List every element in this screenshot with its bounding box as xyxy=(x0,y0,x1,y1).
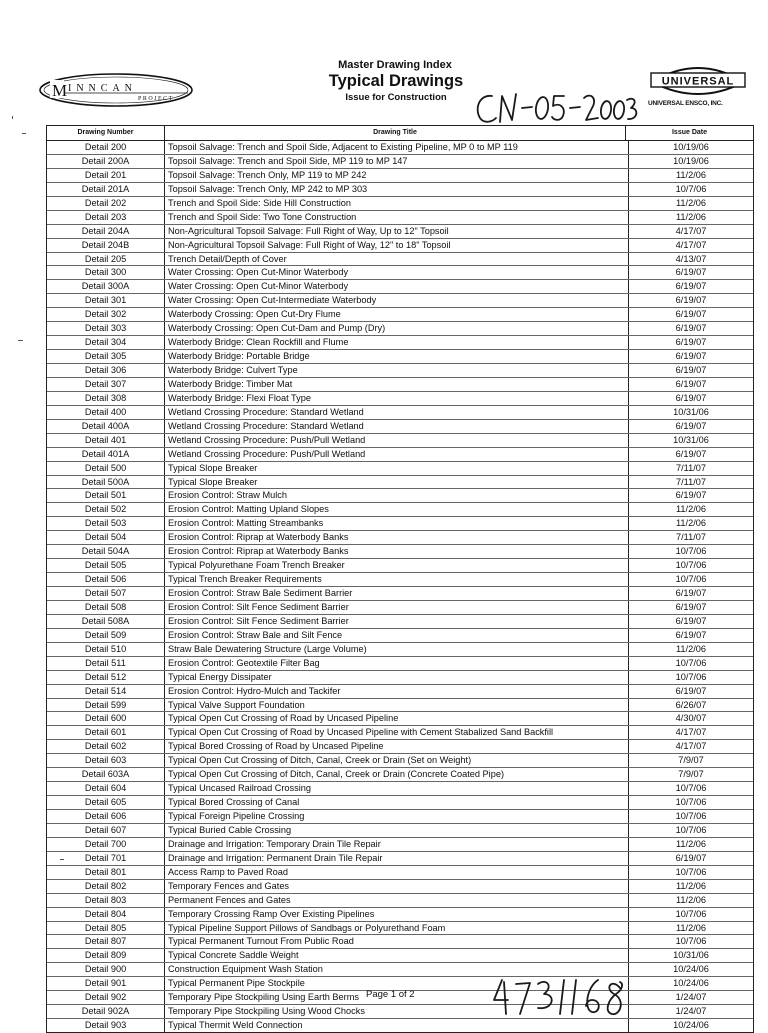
drawing-title-cell: Typical Bored Crossing of Road by Uncased Pipeline xyxy=(165,740,629,753)
drawing-number-cell: Detail 603 xyxy=(47,754,165,767)
drawing-number-cell: Detail 507 xyxy=(47,587,165,600)
drawing-title-cell: Erosion Control: Riprap at Waterbody Banks xyxy=(165,545,629,558)
issue-date-cell: 10/7/06 xyxy=(675,671,707,682)
issue-date-cell: 6/19/07 xyxy=(675,323,707,334)
issue-date-cell: 11/2/06 xyxy=(676,169,706,180)
drawing-title-cell: Typical Buried Cable Crossing xyxy=(165,824,629,837)
table-row xyxy=(47,448,753,462)
table-row xyxy=(47,211,753,225)
issue-date-cell: 7/11/07 xyxy=(676,532,706,543)
drawing-title-cell: Waterbody Bridge: Culvert Type xyxy=(165,364,629,377)
issue-date-cell: 6/19/07 xyxy=(675,378,707,389)
table-row xyxy=(47,476,753,490)
table-row xyxy=(47,949,753,963)
issue-date-cell: 11/2/06 xyxy=(676,197,706,208)
issue-date-cell: 10/7/06 xyxy=(675,811,707,821)
table-row xyxy=(47,866,753,880)
drawing-title-cell: Waterbody Bridge: Clean Rockfill and Flume xyxy=(165,336,629,349)
drawing-title-cell: Typical Open Cut Crossing of Road by Uncased Pipeline with Cement Stabalized Sand Backfill xyxy=(165,726,629,739)
table-row xyxy=(47,908,753,922)
issue-date-cell: 7/11/07 xyxy=(676,462,706,473)
drawing-number-cell: Detail 901 xyxy=(47,977,165,990)
issue-date-cell: 10/19/06 xyxy=(673,155,709,166)
drawing-title-cell: Erosion Control: Silt Fence Sediment Barrier xyxy=(165,601,629,614)
drawing-number-cell: Detail 401A xyxy=(47,448,165,461)
table-row xyxy=(47,517,753,531)
issue-date-cell: 6/19/07 xyxy=(675,351,707,362)
issue-date-cell: 10/7/06 xyxy=(675,657,707,668)
issue-date-cell: 11/2/06 xyxy=(676,643,706,654)
table-row xyxy=(47,364,753,378)
issue-date-cell: 10/24/06 xyxy=(673,964,709,975)
drawing-number-cell: Detail 504 xyxy=(47,531,165,544)
issue-date-cell: 10/7/06 xyxy=(675,574,707,585)
drawing-number-cell: Detail 809 xyxy=(47,949,165,962)
drawing-number-cell: Detail 500 xyxy=(47,462,165,475)
drawing-title-cell: Non-Agricultural Topsoil Salvage: Full Right of Way, 12" to 18" Topsoil xyxy=(165,239,629,252)
drawing-number-cell: Detail 200A xyxy=(47,155,165,168)
drawing-number-cell: Detail 512 xyxy=(47,671,165,684)
scan-mark xyxy=(12,116,13,119)
drawing-number-cell: Detail 510 xyxy=(47,643,165,656)
issue-date-cell: 11/2/06 xyxy=(676,880,706,891)
universal-caption: UNIVERSAL ENSCO, INC. xyxy=(648,100,723,107)
issue-date-cell: 10/31/06 xyxy=(673,434,709,445)
drawing-title-cell: Waterbody Crossing: Open Cut-Dam and Pump (Dry) xyxy=(165,322,629,335)
drawing-title-cell: Topsoil Salvage: Trench and Spoil Side, MP 119 to MP 147 xyxy=(165,155,629,168)
issue-date-cell: 7/9/07 xyxy=(678,755,704,766)
drawing-title-cell: Typical Polyurethane Foam Trench Breaker xyxy=(165,559,629,572)
drawing-number-cell: Detail 508A xyxy=(47,615,165,628)
drawing-title-cell: Trench and Spoil Side: Two Tone Construction xyxy=(165,211,629,224)
drawing-title-cell: Erosion Control: Straw Bale and Silt Fence xyxy=(165,629,629,642)
drawing-title-cell: Permanent Fences and Gates xyxy=(165,894,629,907)
drawing-number-cell: Detail 400 xyxy=(47,406,165,419)
drawing-title-cell: Typical Energy Dissipater xyxy=(165,671,629,684)
table-row xyxy=(47,169,753,183)
drawing-number-cell: Detail 903 xyxy=(47,1019,165,1032)
drawing-title-cell: Temporary Fences and Gates xyxy=(165,880,629,893)
drawing-number-cell: Detail 605 xyxy=(47,796,165,809)
drawing-number-cell: Detail 801 xyxy=(47,866,165,879)
table-row xyxy=(47,545,753,559)
drawing-title-cell: Typical Pipeline Support Pillows of Sandbags or Polyurethand Foam xyxy=(165,922,629,935)
drawing-title-cell: Typical Valve Support Foundation xyxy=(165,699,629,712)
drawing-number-cell: Detail 509 xyxy=(47,629,165,642)
issue-date-cell: 6/19/07 xyxy=(675,267,707,278)
table-row xyxy=(47,239,753,253)
drawing-title-cell: Water Crossing: Open Cut-Minor Waterbody xyxy=(165,280,629,293)
issue-date-cell: 6/19/07 xyxy=(675,392,707,403)
table-row xyxy=(47,810,753,824)
universal-wordmark: UNIVERSAL xyxy=(661,75,735,88)
table-row xyxy=(47,350,753,364)
drawing-title-cell: Typical Permanent Turnout From Public Road xyxy=(165,935,629,948)
drawing-title-cell: Waterbody Bridge: Flexi Float Type xyxy=(165,392,629,405)
issue-date-cell: 11/2/06 xyxy=(676,922,706,933)
issue-date-cell: 1/24/07 xyxy=(675,992,707,1003)
table-row xyxy=(47,768,753,782)
drawing-number-cell: Detail 506 xyxy=(47,573,165,586)
drawing-number-cell: Detail 607 xyxy=(47,824,165,837)
drawing-number-cell: Detail 700 xyxy=(47,838,165,851)
drawing-title-cell: Typical Open Cut Crossing of Road by Uncased Pipeline xyxy=(165,712,629,725)
issue-label: Issue for Construction xyxy=(345,92,447,103)
issue-date-cell: 4/17/07 xyxy=(675,239,707,250)
table-row xyxy=(47,392,753,406)
drawing-title-cell: Wetland Crossing Procedure: Push/Pull Wetland xyxy=(165,434,629,447)
issue-date-cell: 10/24/06 xyxy=(673,978,709,989)
drawing-number-cell: Detail 602 xyxy=(47,740,165,753)
table-row xyxy=(47,308,753,322)
table-row xyxy=(47,922,753,936)
issue-date-cell: 10/19/06 xyxy=(673,142,709,152)
drawing-title-cell: Erosion Control: Hydro-Mulch and Tackifer xyxy=(165,685,629,698)
issue-date-cell: 11/2/06 xyxy=(676,518,706,529)
table-row xyxy=(47,671,753,685)
table-row xyxy=(47,489,753,503)
drawing-number-cell: Detail 701 xyxy=(47,852,165,865)
table-row xyxy=(47,935,753,949)
issue-date-cell: 10/7/06 xyxy=(675,797,707,808)
drawing-title-cell: Temporary Pipe Stockpiling Using Wood Chocks xyxy=(165,1005,629,1018)
drawing-title-cell: Temporary Pipe Stockpiling Using Earth Berms xyxy=(165,991,629,1004)
drawing-title-cell: Typical Foreign Pipeline Crossing xyxy=(165,810,629,823)
drawing-number-cell: Detail 803 xyxy=(47,894,165,907)
issue-date-cell: 4/13/07 xyxy=(675,253,707,264)
drawing-title-cell: Wetland Crossing Procedure: Standard Wetland xyxy=(165,406,629,419)
drawing-title-cell: Erosion Control: Matting Streambanks xyxy=(165,517,629,530)
issue-date-cell: 11/2/06 xyxy=(676,838,706,849)
table-row xyxy=(47,615,753,629)
issue-date-cell: 11/2/06 xyxy=(676,894,706,905)
drawing-number-cell: Detail 306 xyxy=(47,364,165,377)
issue-date-cell: 7/9/07 xyxy=(678,769,704,780)
minncan-project-logo xyxy=(38,70,198,120)
drawing-title-cell: Waterbody Bridge: Portable Bridge xyxy=(165,350,629,363)
issue-date-cell: 6/19/07 xyxy=(675,852,707,863)
issue-date-cell: 11/2/06 xyxy=(676,211,706,222)
scan-mark xyxy=(22,133,26,134)
table-row xyxy=(47,838,753,852)
drawing-number-cell: Detail 804 xyxy=(47,908,165,921)
table-row xyxy=(47,601,753,615)
drawing-number-cell: Detail 802 xyxy=(47,880,165,893)
table-row xyxy=(47,643,753,657)
drawing-number-cell: Detail 505 xyxy=(47,559,165,572)
drawing-number-cell: Detail 500A xyxy=(47,476,165,489)
drawing-number-cell: Detail 902A xyxy=(47,1005,165,1018)
drawing-title-cell: Typical Slope Breaker xyxy=(165,476,629,489)
drawing-number-cell: Detail 600 xyxy=(47,712,165,725)
table-row xyxy=(47,754,753,768)
scan-mark xyxy=(18,340,23,341)
drawing-number-cell: Detail 902 xyxy=(47,991,165,1004)
table-row xyxy=(47,852,753,866)
drawing-title-cell: Waterbody Bridge: Timber Mat xyxy=(165,378,629,391)
drawing-title-cell: Erosion Control: Silt Fence Sediment Barrier xyxy=(165,615,629,628)
drawing-title-cell: Drainage and Irrigation: Permanent Drain Tile Repair xyxy=(165,852,629,865)
drawing-title-cell: Trench and Spoil Side: Side Hill Construction xyxy=(165,197,629,210)
table-row xyxy=(47,587,753,601)
issue-date-cell: 6/19/07 xyxy=(675,365,707,375)
table-row xyxy=(47,503,753,517)
issue-date-cell: 10/7/06 xyxy=(675,824,707,835)
drawing-title-cell: Wetland Crossing Procedure: Standard Wetland xyxy=(165,420,629,433)
drawing-title-cell: Typical Concrete Saddle Weight xyxy=(165,949,629,962)
drawing-number-cell: Detail 401 xyxy=(47,434,165,447)
issue-date-cell: 10/7/06 xyxy=(675,866,707,877)
drawing-number-cell: Detail 201 xyxy=(47,169,165,182)
universal-logo xyxy=(648,60,748,110)
drawing-title-cell: Typical Thermit Weld Connection xyxy=(165,1019,629,1032)
issue-date-cell: 1/24/07 xyxy=(675,1006,707,1017)
drawing-number-cell: Detail 400A xyxy=(47,420,165,433)
drawing-title-cell: Typical Open Cut Crossing of Ditch, Canal, Creek or Drain (Set on Weight) xyxy=(165,754,629,767)
svg-text:INNCAN: INNCAN xyxy=(68,83,137,94)
table-row xyxy=(47,573,753,587)
issue-date-cell: 11/2/06 xyxy=(676,504,706,515)
drawing-number-cell: Detail 501 xyxy=(47,489,165,502)
drawing-title-cell: Typical Slope Breaker xyxy=(165,462,629,475)
table-row xyxy=(47,266,753,280)
table-row xyxy=(47,531,753,545)
drawing-number-cell: Detail 601 xyxy=(47,726,165,739)
drawing-number-cell: Detail 511 xyxy=(47,657,165,670)
table-row xyxy=(47,740,753,754)
issue-date-cell: 6/19/07 xyxy=(675,615,707,626)
drawing-title-cell: Wetland Crossing Procedure: Push/Pull Wetland xyxy=(165,448,629,461)
table-row xyxy=(47,280,753,294)
svg-text:PROJECT: PROJECT xyxy=(138,96,174,102)
issue-date-cell: 4/30/07 xyxy=(675,713,707,724)
table-row xyxy=(47,420,753,434)
issue-date-cell: 10/31/06 xyxy=(673,406,709,417)
drawing-title-cell: Water Crossing: Open Cut-Minor Waterbody xyxy=(165,266,629,279)
issue-date-cell: 6/19/07 xyxy=(675,420,707,431)
index-label: Master Drawing Index xyxy=(338,59,452,71)
issue-date-cell: 10/7/06 xyxy=(675,936,707,947)
handwritten-cn-note xyxy=(470,86,640,130)
drawing-title-cell: Waterbody Crossing: Open Cut-Dry Flume xyxy=(165,308,629,321)
table-body xyxy=(47,141,753,1032)
page-number: Page 1 of 2 xyxy=(366,989,415,1000)
drawing-title-cell: Access Ramp to Paved Road xyxy=(165,866,629,879)
table-row xyxy=(47,1019,753,1032)
drawing-number-cell: Detail 508 xyxy=(47,601,165,614)
drawing-title-cell: Straw Bale Dewatering Structure (Large Volume) xyxy=(165,643,629,656)
issue-date-cell: 6/19/07 xyxy=(675,448,707,459)
column-header-drawing-title: Drawing Title xyxy=(165,126,626,140)
handwritten-number-graphic xyxy=(488,974,648,1020)
drawing-number-cell: Detail 200 xyxy=(47,141,165,154)
drawing-number-cell: Detail 202 xyxy=(47,197,165,210)
drawing-number-cell: Detail 303 xyxy=(47,322,165,335)
svg-text:M: M xyxy=(52,81,68,100)
drawing-title-cell: Typical Open Cut Crossing of Ditch, Canal, Creek or Drain (Concrete Coated Pipe) xyxy=(165,768,629,781)
drawing-number-cell: Detail 305 xyxy=(47,350,165,363)
table-row xyxy=(47,894,753,908)
drawing-title-cell: Typical Permanent Pipe Stockpile xyxy=(165,977,629,990)
issue-date-cell: 6/19/07 xyxy=(675,490,707,501)
issue-date-cell: 6/19/07 xyxy=(675,295,707,306)
drawing-number-cell: Detail 307 xyxy=(47,378,165,391)
drawing-title-cell: Erosion Control: Matting Upland Slopes xyxy=(165,503,629,516)
drawing-title-cell: Typical Uncased Railroad Crossing xyxy=(165,782,629,795)
drawing-title-cell: Topsoil Salvage: Trench Only, MP 242 to MP 303 xyxy=(165,183,629,196)
drawing-number-cell: Detail 900 xyxy=(47,963,165,976)
drawing-number-cell: Detail 503 xyxy=(47,517,165,530)
table-row xyxy=(47,378,753,392)
drawing-number-cell: Detail 301 xyxy=(47,294,165,307)
drawing-number-cell: Detail 201A xyxy=(47,183,165,196)
table-row xyxy=(47,880,753,894)
drawing-number-cell: Detail 599 xyxy=(47,699,165,712)
table-row xyxy=(47,629,753,643)
drawing-number-cell: Detail 304 xyxy=(47,336,165,349)
drawing-number-cell: Detail 807 xyxy=(47,935,165,948)
drawing-title-cell: Topsoil Salvage: Trench Only, MP 119 to MP 242 xyxy=(165,169,629,182)
drawing-title-cell: Erosion Control: Riprap at Waterbody Banks xyxy=(165,531,629,544)
issue-date-cell: 4/17/07 xyxy=(675,225,707,236)
drawing-title-cell: Temporary Crossing Ramp Over Existing Pipelines xyxy=(165,908,629,921)
minncan-logo-graphic xyxy=(38,70,198,120)
page-title: Typical Drawings xyxy=(328,72,464,90)
issue-date-cell: 6/19/07 xyxy=(675,629,707,640)
table-row xyxy=(47,225,753,239)
table-row xyxy=(47,796,753,810)
drawing-number-cell: Detail 302 xyxy=(47,308,165,321)
issue-date-cell: 4/17/07 xyxy=(675,741,707,752)
issue-date-cell: 6/19/07 xyxy=(675,281,707,292)
drawing-title-cell: Typical Trench Breaker Requirements xyxy=(165,573,629,586)
drawing-title-cell: Construction Equipment Wash Station xyxy=(165,963,629,976)
drawing-title-cell: Erosion Control: Straw Mulch xyxy=(165,489,629,502)
issue-date-cell: 10/7/06 xyxy=(675,183,707,194)
drawing-number-cell: Detail 504A xyxy=(47,545,165,558)
drawing-number-cell: Detail 205 xyxy=(47,253,165,266)
drawing-title-cell: Drainage and Irrigation: Temporary Drain Tile Repair xyxy=(165,838,629,851)
table-row xyxy=(47,657,753,671)
drawing-number-cell: Detail 308 xyxy=(47,392,165,405)
scan-mark xyxy=(60,859,64,860)
table-row xyxy=(47,824,753,838)
table-row xyxy=(47,559,753,573)
drawing-number-cell: Detail 203 xyxy=(47,211,165,224)
table-row xyxy=(47,462,753,476)
drawing-number-cell: Detail 606 xyxy=(47,810,165,823)
issue-date-cell: 10/7/06 xyxy=(675,560,707,571)
issue-date-cell: 6/19/07 xyxy=(675,685,707,696)
drawing-title-cell: Non-Agricultural Topsoil Salvage: Full Right of Way, Up to 12" Topsoil xyxy=(165,225,629,238)
drawing-number-cell: Detail 300A xyxy=(47,280,165,293)
table-row xyxy=(47,699,753,713)
drawing-title-cell: Erosion Control: Geotextile Filter Bag xyxy=(165,657,629,670)
drawing-number-cell: Detail 805 xyxy=(47,922,165,935)
table-row xyxy=(47,155,753,169)
table-row xyxy=(47,685,753,699)
issue-date-cell: 6/19/07 xyxy=(675,309,707,320)
drawing-title-cell: Water Crossing: Open Cut-Intermediate Waterbody xyxy=(165,294,629,307)
table-row xyxy=(47,406,753,420)
issue-date-cell: 6/19/07 xyxy=(675,337,707,348)
drawing-number-cell: Detail 603A xyxy=(47,768,165,781)
drawing-index-table xyxy=(46,125,754,1033)
drawing-number-cell: Detail 204A xyxy=(47,225,165,238)
table-row xyxy=(47,197,753,211)
issue-date-cell: 10/7/06 xyxy=(675,783,707,794)
table-row xyxy=(47,726,753,740)
drawing-number-cell: Detail 300 xyxy=(47,266,165,279)
issue-date-cell: 6/19/07 xyxy=(675,601,707,612)
drawing-title-cell: Topsoil Salvage: Trench and Spoil Side, Adjacent to Existing Pipeline, MP 0 to MP 119 xyxy=(165,141,629,154)
drawing-number-cell: Detail 204B xyxy=(47,239,165,252)
drawing-title-cell: Typical Bored Crossing of Canal xyxy=(165,796,629,809)
issue-date-cell: 10/7/06 xyxy=(675,546,707,557)
table-row xyxy=(47,141,753,155)
table-row xyxy=(47,782,753,796)
column-header-issue-date: Issue Date xyxy=(671,129,708,136)
issue-date-cell: 6/19/07 xyxy=(675,588,707,598)
table-row xyxy=(47,434,753,448)
drawing-title-cell: Trench Detail/Depth of Cover xyxy=(165,253,629,266)
issue-date-cell: 6/26/07 xyxy=(675,699,707,710)
table-header xyxy=(47,126,753,141)
drawing-title-cell: Erosion Control: Straw Bale Sediment Barrier xyxy=(165,587,629,600)
table-row xyxy=(47,294,753,308)
column-header-drawing-number: Drawing Number xyxy=(47,126,165,140)
handwritten-document-number xyxy=(488,974,648,1020)
issue-date-cell: 10/31/06 xyxy=(673,950,709,961)
drawing-number-cell: Detail 514 xyxy=(47,685,165,698)
issue-date-cell: 10/24/06 xyxy=(673,1020,709,1031)
issue-date-cell: 4/17/07 xyxy=(675,727,707,738)
table-row xyxy=(47,322,753,336)
drawing-number-cell: Detail 502 xyxy=(47,503,165,516)
issue-date-cell: 7/11/07 xyxy=(676,476,706,487)
issue-date-cell: 10/7/06 xyxy=(675,908,707,919)
drawing-number-cell: Detail 604 xyxy=(47,782,165,795)
table-row xyxy=(47,253,753,267)
handwritten-cn-graphic xyxy=(470,86,640,130)
table-row xyxy=(47,336,753,350)
table-row xyxy=(47,712,753,726)
table-row xyxy=(47,183,753,197)
